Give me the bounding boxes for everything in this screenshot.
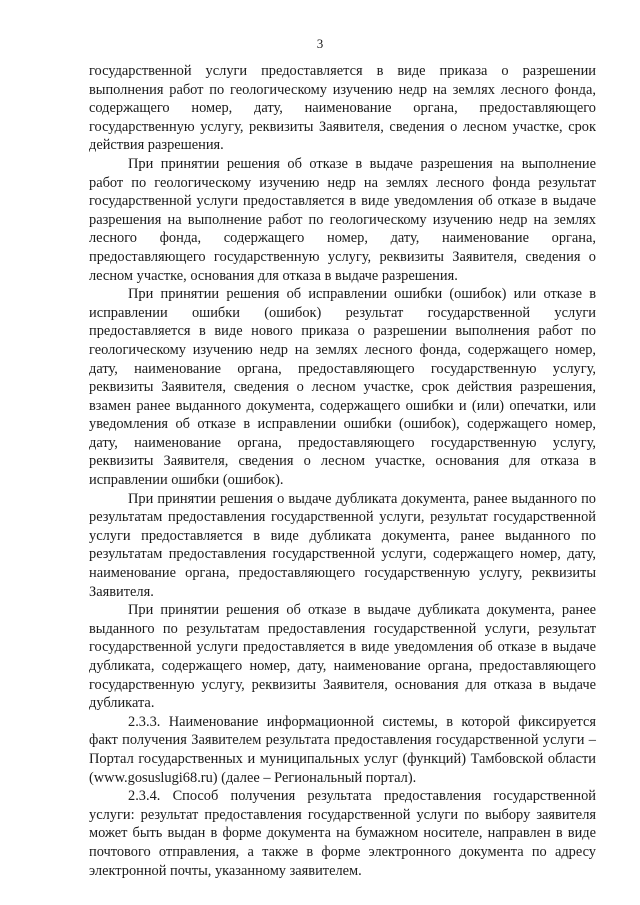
page-number: 3 bbox=[316, 36, 324, 51]
paragraph-refusal-permit: При принятии решения об отказе в выдаче разрешения на выполнение работ по геологическому изучению недр на землях лесного фонда результат государственной услуги предоставляется в виде уведомления об отказе в выдаче разрешения на выполнение работ по геологическому изучению недр на землях лесного фонда, содержащего номер, дату, наименование органа, предоставляющего государственную услугу, реквизиты Заявителя, сведения о лесном участке, основания для отказа в выдаче разрешения. bbox=[89, 155, 596, 284]
document-body bbox=[89, 62, 596, 880]
paragraph-section-2-3-4: 2.3.4. Способ получения результата предоставления государственной услуги: результат предоставления государственной услуги по выбору заявителя может быть выдан в форме документа на бумажном носителе, направлен в виде почтового отправления, а также в форме электронного документа по адресу электронной почты, указанному заявителем. bbox=[89, 788, 596, 879]
paragraph-error-correction: При принятии решения об исправлении ошибки (ошибок) или отказе в исправлении ошибки (ошибок) результат государственной услуги предоставляется в виде нового приказа о разрешении выполнения работ по геологическому изучению недр на землях лесного фонда, содержащего номер, дату, наименование органа, предоставляющего государственную услугу, реквизиты Заявителя, сведения о лесном участке, срок действия разрешения, взамен ранее выданного документа, содержащего ошибки и (или) опечатки, или уведомления об отказе в исправлении ошибки (ошибок), содержащего номер, дату, наименование органа, предоставляющего государственную услугу, реквизиты Заявителя, сведения о лесном участке, основания для отказа в исправлении ошибки (ошибок). bbox=[89, 286, 596, 489]
paragraph-duplicate-refusal: При принятии решения об отказе в выдаче дубликата документа, ранее выданного по результатам предоставления государственной услуги, результат государственной услуги предоставляется в виде уведомления об отказе в выдаче дубликата, содержащего номер, дату, наименование органа, предоставляющего государственную услугу, реквизиты Заявителя, основания для отказа в выдаче дубликата. bbox=[89, 602, 596, 712]
paragraph-result-permit-order: государственной услуги предоставляется в виде приказа о разрешении выполнения работ по геологическому изучению недр на землях лесного фонда, содержащего номер, дату, наименование органа, предоставляющего государственную услугу, реквизиты Заявителя, сведения о лесном участке, срок действия разрешения. bbox=[89, 63, 596, 154]
paragraph-section-2-3-3: 2.3.3. Наименование информационной системы, в которой фиксируется факт получения Заявителем результата предоставления государственной услуги – Портал государственных и муниципальных услуг (функций) Тамбовской области (www.gosuslugi68.ru) (далее – Региональный портал). bbox=[89, 713, 596, 786]
paragraph-duplicate-issue: При принятии решения о выдаче дубликата документа, ранее выданного по результатам предоставления государственной услуги, результат государственной услуги предоставляется в виде дубликата документа, ранее выданного по результатам предоставления государственной услуги, содержащего номер, дату, наименование органа, предоставляющего государственную услугу, реквизиты Заявителя. bbox=[89, 490, 596, 600]
